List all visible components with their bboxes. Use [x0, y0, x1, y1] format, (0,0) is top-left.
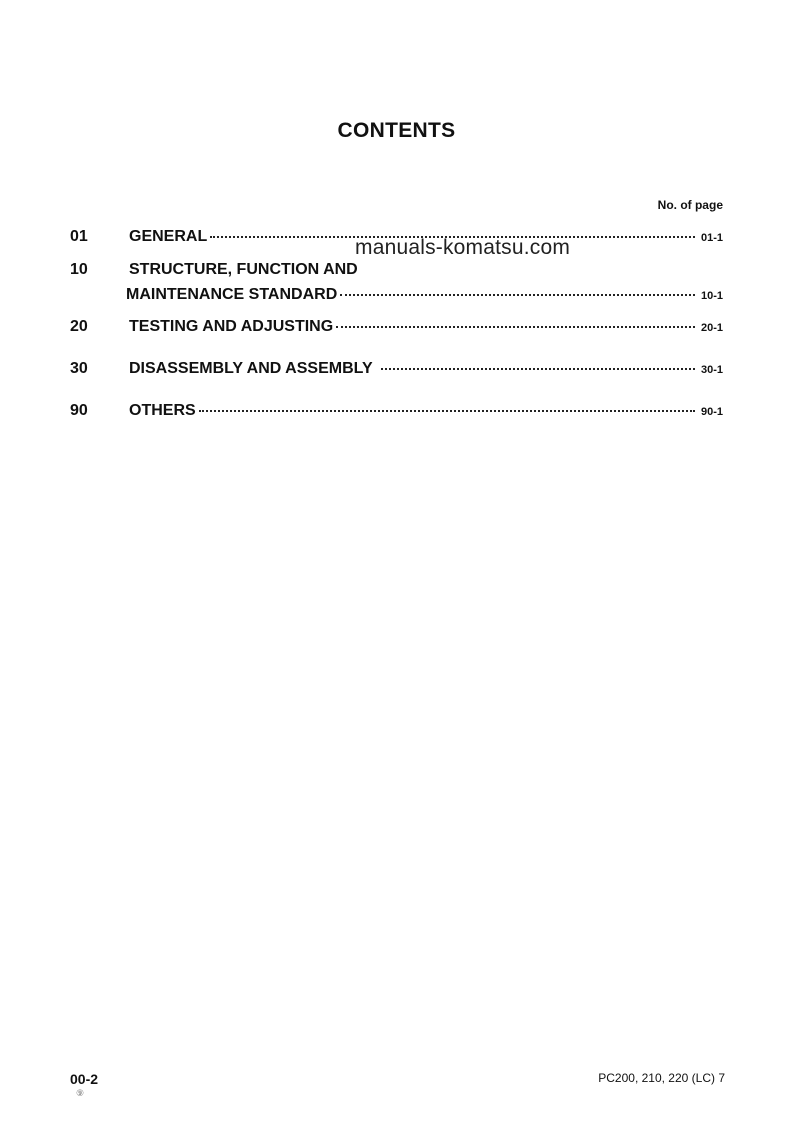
toc-number: 01: [70, 228, 88, 245]
toc-number: 90: [70, 402, 88, 419]
toc-label: DISASSEMBLY AND ASSEMBLY: [129, 360, 373, 377]
toc-page: 20-1: [700, 322, 723, 334]
toc-page: 10-1: [700, 290, 723, 302]
leader-dots: [381, 368, 695, 370]
page-title: CONTENTS: [337, 119, 456, 142]
toc-entry-structure[interactable]: [70, 261, 723, 309]
column-header: No. of page: [657, 198, 723, 212]
footer-model: PC200, 210, 220 (LC) 7: [598, 1071, 725, 1085]
toc-page: 90-1: [700, 406, 723, 418]
toc-label: TESTING AND ADJUSTING: [129, 318, 334, 335]
toc-label: STRUCTURE, FUNCTION AND: [129, 261, 358, 278]
footer-page-number: 00-2: [70, 1071, 99, 1087]
toc-label: GENERAL: [129, 228, 208, 245]
toc-page: 30-1: [700, 364, 723, 376]
watermark-text: manuals-komatsu.com: [355, 236, 571, 259]
toc-number: 10: [70, 261, 88, 278]
toc-label: OTHERS: [129, 402, 196, 419]
leader-dots: [336, 326, 695, 328]
toc-number: 20: [70, 318, 88, 335]
leader-dots: [199, 410, 695, 412]
footer-revision-mark: ⑨: [76, 1088, 85, 1098]
toc-number: 30: [70, 360, 88, 377]
leader-dots: [340, 294, 695, 296]
toc-page: 01-1: [700, 232, 723, 244]
toc-label-continued: MAINTENANCE STANDARD: [126, 286, 338, 303]
